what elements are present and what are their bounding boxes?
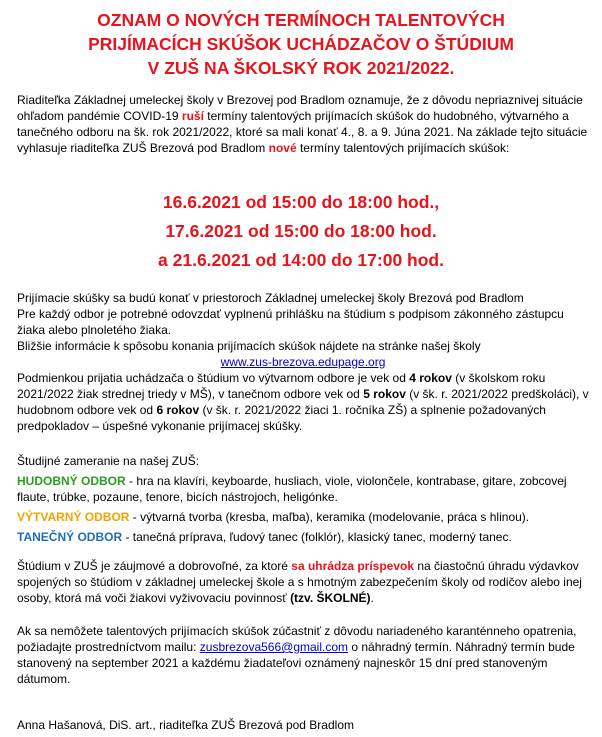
title-line-3: V ZUŠ NA ŠKOLSKÝ ROK 2021/2022.	[147, 58, 455, 78]
department-dance-name: TANEČNÝ ODBOR	[17, 530, 123, 544]
cancel-word: ruší	[181, 109, 204, 123]
department-art: VÝTVARNÝ ODBOR - výtvarná tvorba (kresba, maľba), keramika (modelovanie, práca s hlinou).	[17, 510, 530, 524]
departments-heading: Študijné zameranie na našej ZUŠ:	[17, 454, 200, 468]
email-link[interactable]: zusbrezova566@gmail.com	[199, 640, 349, 654]
exam-date-2: 17.6.2021 od 15:00 do 18:00 hod.	[165, 221, 437, 241]
intro-paragraph: Riaditeľka Základnej umeleckej školy v Brezovej pod Bradlom oznamuje, že z dôvodu nepriaznivej situácie ohľadom pandémie COVID-19 ruší termíny talentových prijímacích skúšok do hudobného, výtvarného a tanečného odboru na šk. rok 2021/2022, ktoré sa mali konať 4., 8. a 9. Júna 2021. Na základe tejto situácie vyhlasuje riaditeľka ZUŠ Brezová pod Bradlom nové termíny talentových prijímacích skúšok:	[17, 93, 588, 155]
department-music-name: HUDOBNÝ ODBOR	[17, 474, 126, 488]
exam-date-3: a 21.6.2021 od 14:00 do 17:00 hod.	[158, 250, 444, 270]
age-dance: 5 rokov	[363, 387, 406, 401]
info-location: Prijímacie skúšky sa budú konať v priestoroch Základnej umeleckej školy Brezová pod Bradlom	[17, 291, 524, 305]
fee-highlight: sa uhrádza príspevok	[291, 559, 415, 573]
document-page	[0, 8, 602, 737]
condition-paragraph: Podmienkou prijatia uchádzača o štúdium vo výtvarnom odbore je vek od 4 rokov (v školskom roku 2021/2022 žiak strednej triedy v MŠ), v tanečnom odbore vek od 5 rokov (v šk. r. 2021/2022 predškoláci), v hudobnom odbore vek od 6 rokov (v šk. r. 2021/2022 žiaci 1. ročníka ZŠ) a splnenie požadovaných predpokladov – úspešné vykonanie prijímacej skúšky.	[17, 371, 589, 433]
info-block	[17, 290, 589, 370]
fee-school-fee: (tzv. ŠKOLNÉ)	[290, 591, 371, 605]
info-more: Bližšie informácie k spôsobu konania prijímacích skúšok nájdete na stránke našej školy	[17, 339, 481, 353]
new-word: nové	[268, 141, 297, 155]
department-art-name: VÝTVARNÝ ODBOR	[17, 510, 130, 524]
signature: Anna Hašanová, DiS. art., riaditeľka ZUŠ Brezová pod Bradlom	[17, 718, 354, 732]
document-title	[0, 8, 602, 80]
exam-dates	[0, 188, 602, 275]
title-line-1: OZNAM O NOVÝCH TERMÍNOCH TALENTOVÝCH	[97, 10, 505, 30]
department-music: HUDOBNÝ ODBOR - hra na klavíri, keyboarde, husliach, viole, violončele, kontrabase, gitare, zobcovej flaute, trúbke, pozaune, tenore, bicích nástrojoch, heligónke.	[17, 474, 567, 504]
exam-date-1: 16.6.2021 od 15:00 do 18:00 hod.,	[162, 192, 440, 212]
age-music: 6 rokov	[156, 403, 200, 417]
age-visual: 4 rokov	[409, 371, 452, 385]
info-application: Pre každý odbor je potrebné odovzdať vyplnenú prihlášku na štúdium s podpisom zákonného zástupcu žiaka alebo plnoletého žiaka.	[17, 307, 564, 337]
quarantine-paragraph: Ak sa nemôžete talentových prijímacích skúšok zúčastniť z dôvodu nariadeného karanténneho opatrenia, požiadajte prostredníctvom mailu: zusbrezova566@gmail.com o náhradný termín. Náhradný termín bude stanovený na september 2021 a každému žiadateľovi oznámený najneskôr 15 dní pred stanoveným dátumom.	[17, 624, 577, 686]
departments-block	[17, 453, 589, 545]
department-dance: TANEČNÝ ODBOR - tanečná príprava, ľudový tanec (folklór), klasický tanec, moderný tanec.	[17, 530, 512, 544]
fee-paragraph: Štúdium v ZUŠ je záujmové a dobrovoľné, za ktoré sa uhrádza príspevok na čiastočnú úhradu výdavkov spojených so štúdiom v základnej umeleckej škole a s hmotným zabezpečením školy od rodičov alebo inej osoby, ktorá má voči žiakovi vyživovaciu povinnosť (tzv. ŠKOLNÉ).	[17, 559, 582, 605]
title-line-2: PRIJÍMACÍCH SKÚŠOK UCHÁDZAČOV O ŠTÚDIUM	[88, 34, 514, 54]
school-website-link[interactable]: www.zus-brezova.edupage.org	[220, 355, 386, 369]
